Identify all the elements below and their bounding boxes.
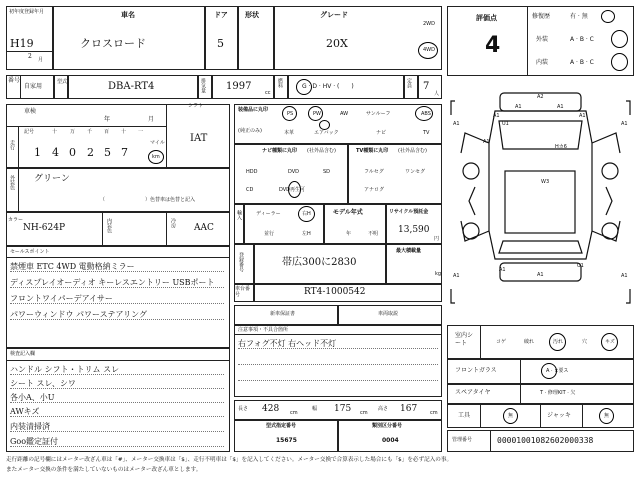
divider (480, 404, 481, 428)
divider (520, 359, 521, 384)
blank-line (238, 380, 438, 381)
score-value: 4 (485, 33, 501, 58)
cool-label: 冷房 (170, 218, 176, 228)
equip-item: 本革 (284, 130, 295, 136)
chassis-number: RT4-1000542 (304, 287, 366, 297)
private-label: 自家用 (24, 83, 43, 90)
divider (6, 257, 230, 258)
color-label: 外装色 (9, 175, 15, 190)
type-number: 15675 (276, 437, 297, 444)
equip-item: サンルーフ (366, 111, 391, 117)
mileage-digit: 4 (52, 146, 59, 159)
equip-label: 装備品に丸印 (238, 107, 269, 113)
circle-mark (298, 206, 315, 222)
equip-sub: (純正のみ) (238, 128, 262, 134)
divider (520, 384, 521, 404)
equip-item: ナビ (376, 130, 387, 136)
damage-mark: A1 (557, 104, 564, 110)
shift: IAT (190, 133, 208, 144)
divider (490, 430, 491, 452)
class-label: 類別区分番号 (372, 423, 403, 429)
reg-era: H19 (10, 37, 34, 50)
equip-item: エアバック (314, 130, 339, 136)
reg-month: 2 (28, 53, 32, 60)
nav-label: ナビ種類に丸印 (262, 148, 298, 154)
circle-mark (611, 53, 628, 71)
interior-item: 汚れ (553, 339, 564, 345)
damage-mark: A1 (499, 267, 506, 273)
ext-opts: A · B · C (570, 36, 594, 43)
model-year-label: モデル年式 (333, 209, 363, 216)
color-code: NH-624P (23, 223, 65, 233)
circle-mark (415, 106, 433, 121)
car-diagram-drawing (447, 81, 634, 321)
equip-item: PS (287, 111, 294, 117)
damage-mark: A1 (515, 104, 522, 110)
damage-mark: A1 (493, 113, 500, 119)
digit-head: 十 (121, 129, 127, 135)
reg-date-label: 初年度登録年月 (9, 9, 45, 15)
color-note: （ ）色替車は色替と記入 (100, 197, 196, 203)
color-value: グリーン (34, 174, 70, 184)
drive-4wd: 4WD (423, 47, 435, 53)
nav-item: SD (323, 169, 331, 175)
jack-opt: 無 (604, 413, 610, 419)
circle-mark (611, 30, 628, 48)
circle-mark (549, 333, 566, 351)
mgmt-number: 00001001082602000338 (497, 436, 594, 445)
circle-mark (319, 120, 330, 130)
tools-opt: 無 (508, 413, 514, 419)
circle-mark (503, 408, 518, 424)
capacity-unit: 人 (434, 91, 440, 97)
mgmt-label: 管理番号 (452, 437, 473, 443)
capacity: 7 (423, 81, 430, 92)
glass-label: フロントガラス (455, 367, 497, 374)
interior-item: キズ (605, 339, 615, 345)
shift-label: シフト (188, 103, 204, 109)
len-label: 長さ (238, 406, 249, 412)
model: DBA-RT4 (108, 81, 155, 92)
spare-label: スペアタイヤ (455, 389, 491, 396)
int-label: 内装 (536, 59, 549, 66)
damage-mark: A2 (537, 94, 544, 100)
score-label: 評価点 (476, 14, 497, 22)
displacement: 1997 (226, 81, 252, 92)
model-label: 型式 (57, 79, 68, 85)
tv-item: ワンセグ (405, 169, 426, 175)
doors: 5 (217, 37, 224, 50)
int-opts: A · B · C (570, 59, 594, 66)
tv-item: フルセグ (364, 169, 384, 175)
length: 428 (262, 404, 280, 414)
len-unit: cm (290, 410, 298, 416)
notes-cell (234, 325, 442, 397)
mileage-digit: 7 (121, 146, 128, 159)
class-number: 0004 (382, 437, 399, 444)
divider (166, 212, 167, 246)
grade: 20X (326, 37, 348, 50)
inspect-line: ハンドル シフト・トリム スレ (10, 366, 224, 375)
grade-cell (274, 6, 442, 70)
width-unit: cm (360, 410, 368, 416)
height-label: 高さ (378, 406, 389, 412)
inspect-line: 内装清掃済 (10, 423, 224, 432)
interior-label: 室内シート (455, 332, 474, 347)
mileage-digit: 1 (34, 146, 41, 159)
car-name-label: 車名 (121, 11, 135, 19)
load-unit: kg (435, 271, 442, 277)
tools-label: 工具 (458, 412, 471, 419)
damage-mark: W3 (541, 179, 550, 185)
equip-item: PW (313, 111, 321, 117)
footer-note-1: 走行距離の記号欄にはメーター改ざん車は「#」、メーター交換車は「$」、走行不明車は「$」を記入してください。メーター交換で合算表示した場合にも「$」を必ず記入の事。 (6, 457, 453, 463)
mileage-digit: 0 (69, 146, 76, 159)
code-label: カラー (8, 217, 24, 223)
import-left: 左H (302, 231, 311, 237)
spare-opts: T · 修理KIT · 欠 (540, 390, 576, 396)
circle-mark (541, 363, 557, 379)
divider (18, 126, 19, 168)
interior-item: コゲ (496, 339, 507, 345)
import-right: 右H (302, 211, 311, 217)
damage-mark: A1 (483, 139, 490, 145)
digit-head: 万 (70, 129, 76, 135)
circle-mark (308, 106, 323, 121)
height: 167 (400, 404, 418, 414)
nav-sub: (社外品含む) (307, 148, 336, 154)
equip-item: AW (340, 111, 349, 117)
inspect-label: 検査記入欄 (10, 351, 36, 357)
nav-item: CD (246, 187, 254, 193)
fuel-label: 燃料 (277, 78, 283, 88)
circle-mark (418, 42, 438, 59)
sales-point-line: ディスプレイオーディオ キーレスエントリー USBポート (10, 279, 224, 288)
interior-item: 穴 (582, 339, 588, 345)
glass-opts: A · ×要ス (546, 368, 569, 374)
inspection-month: 月 (148, 116, 155, 123)
nav-item: DVD再生可 (279, 187, 306, 193)
sales-point-line: フロントワイパーデアイサー (10, 295, 224, 304)
inspect-line: 各小A、小U (10, 394, 224, 403)
divider (6, 51, 53, 52)
divider (582, 404, 583, 428)
mileage-digit: 2 (87, 146, 94, 159)
capacity-label: 定員 (406, 78, 412, 88)
unit-km: km (152, 154, 160, 160)
divider (102, 212, 103, 246)
equip-item: TV (423, 130, 430, 136)
divider (540, 404, 541, 428)
notes-label: 注意事項・不具合箇所 (238, 327, 289, 333)
mileage-digit: 5 (104, 146, 111, 159)
recycle-unit: 円 (434, 236, 440, 242)
cc-unit: cc (265, 90, 271, 96)
circle-mark (282, 106, 297, 121)
inspection-year: 年 (104, 116, 111, 123)
jack-label: ジャッキ (547, 412, 571, 419)
car-name: クロスロード (80, 37, 146, 50)
circle-mark (601, 333, 618, 351)
load-label: 最大積載量 (396, 248, 422, 254)
digit-head: 千 (87, 129, 93, 135)
divider (527, 6, 528, 76)
recycle-label: リサイクル預託金 (389, 209, 429, 215)
number-label: 番号 (8, 77, 21, 84)
warranty-manual: 車両取説 (378, 311, 399, 317)
door-label: ドア (214, 11, 228, 19)
cool: AAC (194, 223, 214, 233)
sales-point-line: パワーウィンドウ パワーステアリング (10, 311, 224, 320)
tv-item: アナログ (364, 187, 385, 193)
grade-label: グレード (320, 11, 348, 19)
import-parallel: 並行 (264, 231, 275, 237)
type-label: 型式指定番号 (266, 423, 297, 429)
sales-points-label: セールスポイント (10, 249, 50, 255)
divider (480, 325, 481, 359)
drive-2wd: 2WD (423, 21, 435, 27)
damage-mark: A1 (537, 272, 544, 278)
damage-mark: A1 (453, 273, 460, 279)
unit-mile: マイル (150, 140, 165, 146)
blank-line (238, 364, 438, 365)
damage-mark: A1 (453, 121, 460, 127)
model-year-year: 年 (346, 231, 352, 237)
reg-label-cell (234, 244, 254, 284)
nav-item: DVD (288, 169, 300, 175)
circle-mark (296, 79, 312, 95)
inspect-line: シート スレ、シワ (10, 380, 224, 389)
divider (6, 126, 166, 127)
damage-mark: A1 (621, 273, 628, 279)
model-year-unknown: 不明 (368, 231, 379, 237)
circle-mark (601, 10, 615, 23)
import-label: 輸入 (236, 210, 242, 220)
disp-label: 排気量 (200, 78, 206, 93)
tv-label: TV種類に丸印 (356, 148, 389, 154)
digit-head: 百 (104, 129, 110, 135)
width: 175 (334, 404, 352, 414)
damage-mark: A1 (621, 121, 628, 127)
equip-item: ABS (421, 111, 431, 117)
damage-mark: A1 (579, 113, 586, 119)
notes-value: 右フォグ不灯 右ヘッド不灯 (238, 340, 438, 349)
travel-label: 走行 (9, 140, 15, 150)
digit-head: 十 (52, 129, 58, 135)
damage-mark: Hカ6 (555, 144, 567, 150)
inspect-line: AWキズ (10, 408, 224, 417)
wear-label: 修復歴 (532, 13, 551, 20)
reg-label: 登録番号 (238, 252, 244, 272)
reg-month-unit: 月 (38, 57, 44, 63)
divider (166, 104, 167, 168)
interior-item: 破れ (524, 339, 535, 345)
wear-opts: 有 · 無 (570, 13, 588, 20)
divider (6, 360, 230, 361)
circle-mark (599, 408, 614, 424)
tv-sub: (社外品含む) (398, 148, 427, 154)
inspection-label: 車検 (24, 108, 37, 115)
footer-note-2: またメーター交換の条件を満たしていないものはメーター改ざん車とします。 (6, 467, 202, 473)
divider (18, 168, 19, 212)
shape-label: 形状 (245, 11, 259, 19)
damage-mark: U1 (577, 263, 584, 269)
inspect-line: Goo鑑定証付 (10, 438, 224, 447)
sales-point-line: 禁煙車 ETC 4WD 電動格納ミラー (10, 263, 224, 272)
height-unit: cm (430, 410, 438, 416)
reg-number: 帯広300に2830 (282, 257, 357, 268)
ext-label: 外装 (536, 36, 549, 43)
import-dealer: ディーラー (256, 211, 281, 217)
width-label: 幅 (312, 406, 318, 412)
chassis-label: 車台番号 (235, 286, 251, 298)
damage-mark: U1 (502, 121, 509, 127)
circle-mark (288, 181, 301, 198)
circle-mark (148, 150, 164, 164)
digit-head: 一 (138, 129, 144, 135)
divider (234, 334, 442, 335)
warranty-new: 新車保証書 (270, 311, 296, 317)
digit-head: 記号 (24, 129, 35, 135)
nav-item: HDD (246, 169, 258, 175)
int-color-label: 内装色 (106, 218, 112, 233)
recycle-value: 13,590 (398, 225, 430, 235)
fuel-opts: G · D · HV · ( ) (302, 83, 354, 90)
